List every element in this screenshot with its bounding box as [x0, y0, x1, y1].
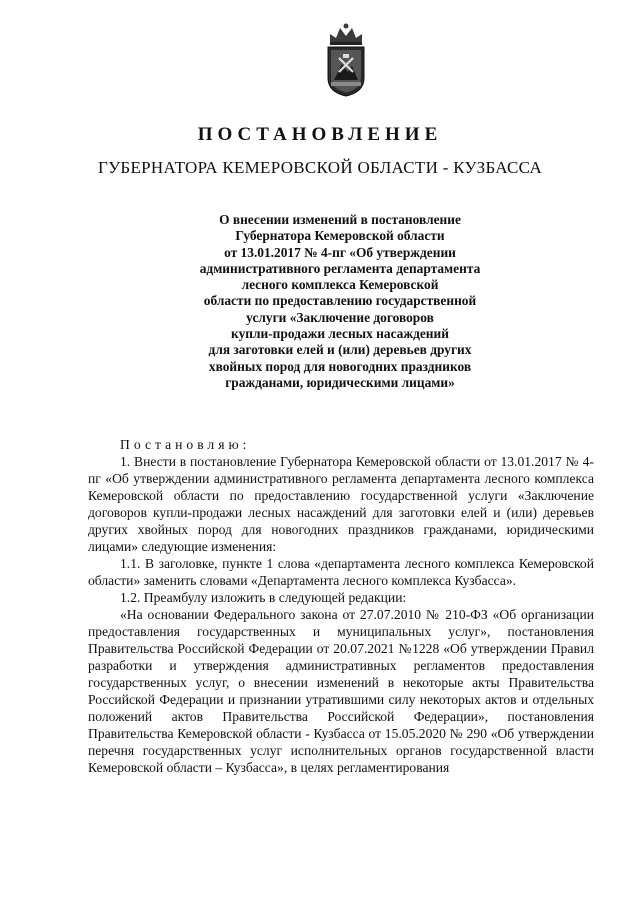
preamble-quote: «На основании Федерального закона от 27.07.2010 № 210-ФЗ «Об организации предоставления государственных и муниципальных услуг», постановления Правительства Российской Федерации от 20.07.2021 №1228 «Об утверждении Правил разработки и утверждения административных регламентов предоставления государственных услуг, о внесении изменений в некоторые акты Правительства Российской Федерации и признании утратившими силу некоторых актов и отдельных положений актов Правительства Российской Федерации», постановления Правительства Кемеровской области - Кузбасса от 15.05.2020 № 290 «Об утверждении перечня государственных услуг исполнительных органов государственной власти Кемеровской области – Кузбасса», в целях регламентирования	[88, 607, 594, 775]
subject-line: Губернатора Кемеровской области	[235, 228, 445, 244]
document-subject	[150, 212, 530, 391]
resolve-word: Постановляю:	[120, 437, 251, 452]
subject-line: О внесении изменений в постановление	[219, 212, 461, 227]
subject-line: хвойных пород для новогодних праздников	[208, 358, 472, 374]
item-1-1: 1.1. В заголовке, пункте 1 слова «департамента лесного комплекса Кемеровской области» заменить словами «Департамента лесного комплекса Кузбасса».	[88, 556, 594, 588]
subject-line: услуги «Заключение договоров	[246, 309, 434, 325]
subject-line: купли-продажи лесных насаждений	[231, 326, 449, 342]
document-body	[88, 436, 594, 776]
subject-line: лесного комплекса Кемеровской	[241, 277, 439, 293]
coat-of-arms-icon	[322, 20, 370, 100]
subject-line: для заготовки елей и (или) деревьев других	[208, 342, 472, 358]
kemerovo-emblem-icon	[322, 20, 370, 100]
item-1: 1. Внести в постановление Губернатора Кемеровской области от 13.01.2017 № 4-пг «Об утверждении административного регламента департамента лесного комплекса Кемеровской области по предоставлению государственной услуги «Заключение договоров купли-продажи лесных насаждений для заготовки елей и (или) деревьев других хвойных пород для новогодних праздников гражданами, юридическими лицами» следующие изменения:	[88, 454, 594, 554]
issuer-heading: ГУБЕРНАТОРА КЕМЕРОВСКОЙ ОБЛАСТИ - КУЗБАССА	[97, 158, 543, 177]
item-1-2: 1.2. Преамбулу изложить в следующей редакции:	[120, 590, 407, 605]
subject-line: области по предоставлению государственной	[203, 293, 477, 309]
document-type-heading: ПОСТАНОВЛЕНИЕ	[197, 124, 443, 145]
subject-line: от 13.01.2017 № 4-пг «Об утверждении	[224, 244, 456, 260]
subject-line: административного регламента департамента	[199, 260, 481, 276]
subject-line: гражданами, юридическими лицами»	[225, 374, 455, 390]
